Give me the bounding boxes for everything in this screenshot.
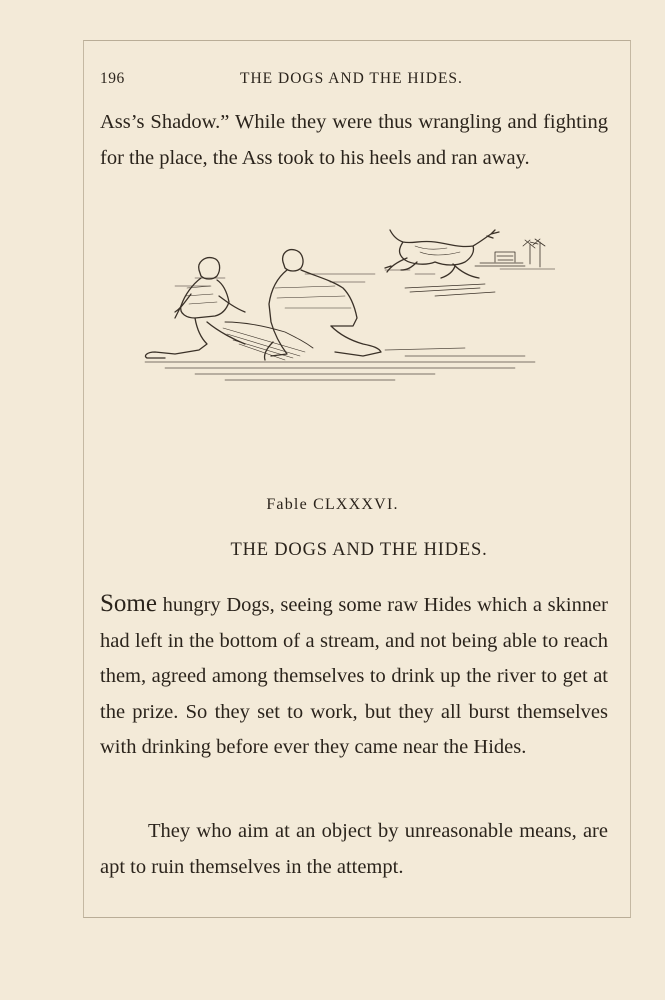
page-number: 196	[100, 70, 125, 87]
fable-body-text: hungry Dogs, seeing some raw Hides which a skinner had left in the bottom of a stream, and not being able to reach them, agreed among themselves to drink up the river to get at the prize. So they set to work, but they all burst themselves with drinking before ever they came near the Hides.	[100, 594, 608, 758]
kneeling-boy	[264, 250, 381, 360]
shadow-hatching	[405, 284, 495, 296]
disputed-shadow	[223, 322, 313, 360]
horizon-lines	[175, 269, 555, 286]
running-head	[100, 70, 610, 90]
opening-word: Some	[100, 590, 157, 617]
fable-illustration	[135, 222, 555, 387]
running-title: THE DOGS AND THE HIDES.	[240, 70, 463, 87]
fable-moral: They who aim at an object by unreasonable means, are apt to ruin themselves in the attempt.	[100, 820, 608, 878]
continued-paragraph: Ass’s Shadow.” While they were thus wrangling and fighting for the place, the Ass took to his heels and ran away.	[100, 111, 608, 169]
running-ass	[385, 230, 499, 278]
distant-village	[475, 239, 545, 267]
fable-title: THE DOGS AND THE HIDES.	[230, 540, 488, 560]
fable-number: Fable CLXXXVI.	[266, 496, 399, 513]
seated-boy	[145, 258, 245, 358]
fable-body	[100, 586, 608, 766]
